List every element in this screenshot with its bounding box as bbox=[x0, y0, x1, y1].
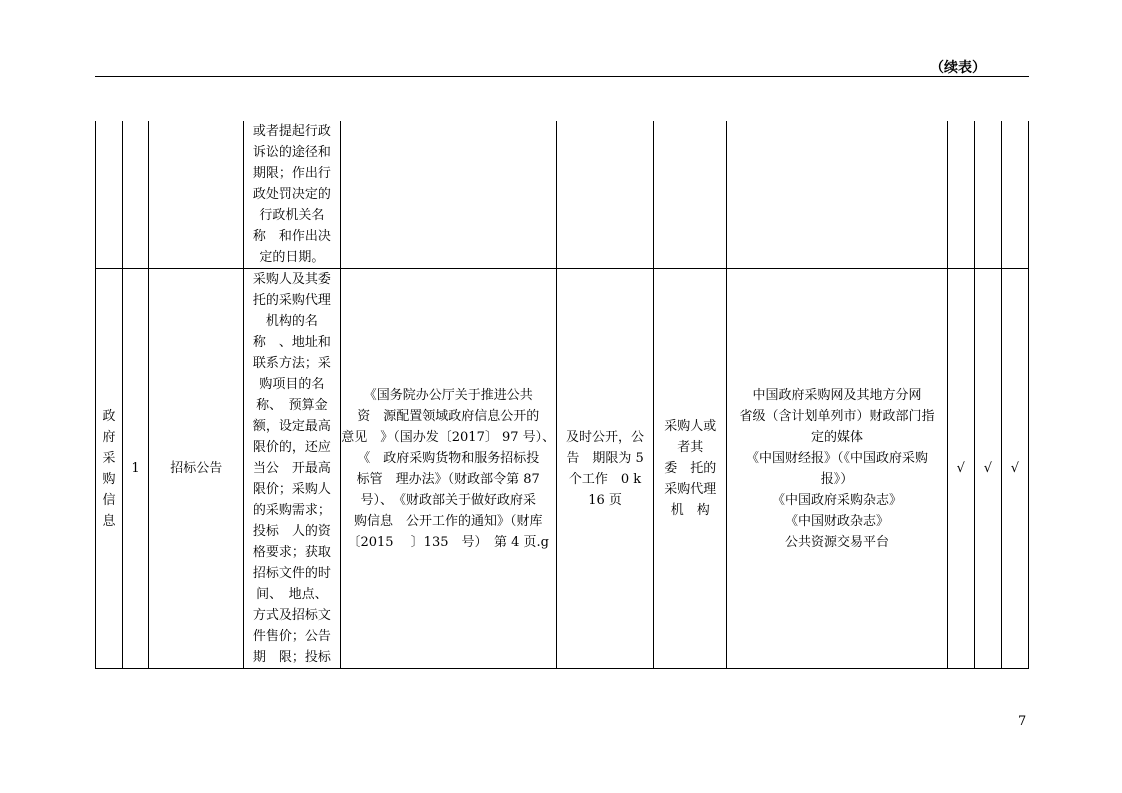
check-cell bbox=[1001, 121, 1028, 269]
check-cell bbox=[974, 121, 1001, 269]
subject-cell: 采购人或 者其 委 托的 采购代理 机 构 bbox=[654, 269, 727, 669]
check-cell bbox=[947, 121, 974, 269]
disclosure-table bbox=[95, 121, 1029, 669]
basis-cell bbox=[340, 121, 556, 269]
check-cell: √ bbox=[974, 269, 1001, 669]
basis-cell: 《国务院办公厅关于推进公共 资 源配置领域政府信息公开的 意见 》（国办发〔2017〕 97 号）、 《 政府采购货物和服务招标投 标管 理办法》（财政部令第 87 号）、 《财政部关于做好政府采 购信息 公开工作的通知》（财库 〔2015 〕135 号） 第 4 页.g bbox=[340, 269, 556, 669]
index-cell bbox=[123, 121, 149, 269]
table-row bbox=[96, 269, 1029, 669]
page-number: 7 bbox=[1018, 714, 1027, 729]
category-cell bbox=[96, 121, 123, 269]
timing-cell: 及时公开，公 告 期限为 5 个工作 0 k 16 页 bbox=[556, 269, 653, 669]
item-cell: 招标公告 bbox=[149, 269, 244, 669]
check-cell: √ bbox=[1001, 269, 1028, 669]
continuation-label: （续表） bbox=[930, 60, 986, 76]
check-cell: √ bbox=[947, 269, 974, 669]
channel-cell bbox=[727, 121, 947, 269]
content-cell: 或者提起行政 诉讼的途径和 期限；作出行 政处罚决定的 行政机关名 称 和作出决 定的日期。 bbox=[244, 121, 340, 269]
channel-cell: 中国政府采购网及其地方分网 省级（含计划单列市）财政部门指 定的媒体 《中国财经报》（《中国政府采购 报》） 《中国政府采购杂志》 《中国财政杂志》 公共资源交易平台 bbox=[727, 269, 947, 669]
category-cell: 政 府 采 购 信 息 bbox=[96, 269, 123, 669]
index-cell: 1 bbox=[123, 269, 149, 669]
header-rule bbox=[95, 76, 1029, 77]
item-cell bbox=[149, 121, 244, 269]
content-cell: 采购人及其委 托的采购代理 机构的名 称 、地址和 联系方法；采 购项目的名 称、 预算金 额，设定最高 限价的，还应 当公 开最高 限价；采购人 的采购需求； 投标 人的资 格要求；获取 招标文件的时 间、 地点、 方式及招标文 件售价；公告 期 限；投标 bbox=[244, 269, 340, 669]
subject-cell bbox=[654, 121, 727, 269]
table-row bbox=[96, 121, 1029, 269]
timing-cell bbox=[556, 121, 653, 269]
